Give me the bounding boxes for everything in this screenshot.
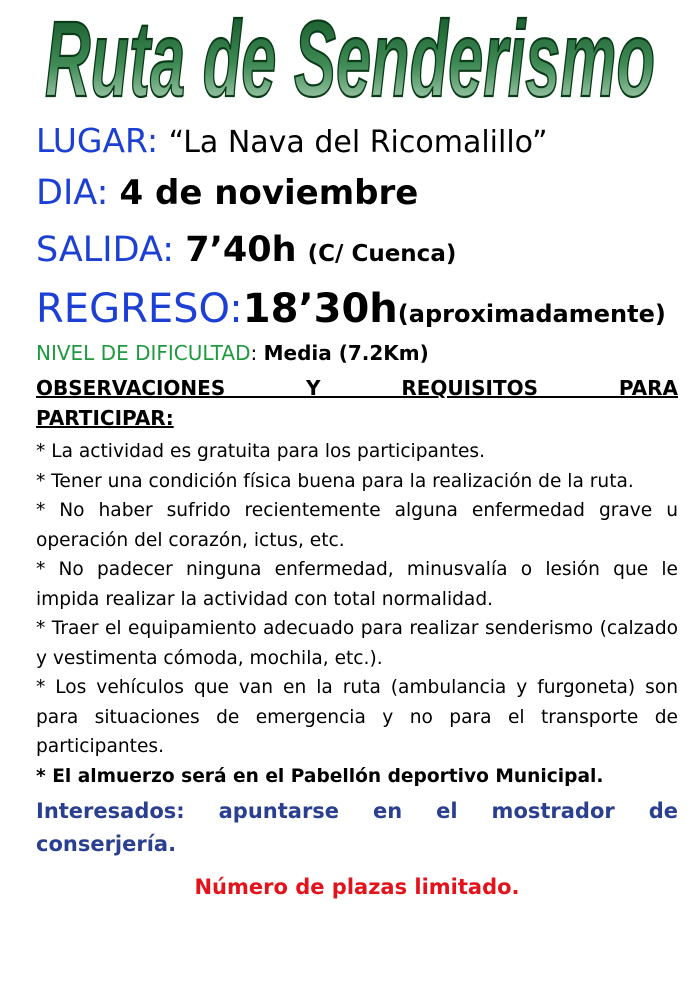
regreso-note: (aproximadamente) <box>397 300 666 328</box>
dia-label: DIA: <box>36 173 109 213</box>
list-item: * La actividad es gratuita para los participantes. <box>36 441 486 462</box>
interesados-note: Interesados: apuntarse en el mostrador de conserjería. <box>36 799 678 856</box>
regreso-label: REGRESO: <box>36 286 243 332</box>
lugar-value: “La Nava del Ricomalillo” <box>168 125 548 160</box>
salida-label: SALIDA: <box>36 230 175 270</box>
lugar-label: LUGAR: <box>36 121 159 160</box>
observaciones-heading-cont: PARTICIPAR: <box>36 406 174 430</box>
dia-row <box>36 173 678 213</box>
regreso-time: 18’30h <box>242 286 398 332</box>
nivel-colon: : <box>250 341 258 365</box>
page-title: Ruta de Senderismo <box>45 0 655 112</box>
nivel-row <box>36 343 678 363</box>
list-item: * No padecer ninguna enfermedad, minusvalía o lesión que le impida realizar la actividad con total normalidad. <box>36 559 678 610</box>
list-item: * Traer el equipamiento adecuado para realizar senderismo (calzado y vestimenta cómoda, mochila, etc.). <box>36 618 678 669</box>
requirements-list <box>36 437 678 791</box>
salida-row <box>36 230 678 270</box>
list-item: * No haber sufrido recientemente alguna enfermedad grave u operación del corazón, ictus, etc. <box>36 500 678 551</box>
flyer <box>36 0 678 899</box>
list-item: * Tener una condición física buena para la realización de la ruta. <box>36 470 634 492</box>
regreso-row <box>36 286 678 332</box>
lugar-row <box>36 121 678 160</box>
list-item: * El almuerzo será en el Pabellón deportivo Municipal. <box>36 765 604 787</box>
observaciones-heading: OBSERVACIONES Y REQUISITOS PARA <box>36 376 678 400</box>
list-item: * Los vehículos que van en la ruta (ambulancia y furgoneta) son para situaciones de emergencia y no para el transporte de participantes. <box>36 677 678 757</box>
plazas-notice: Número de plazas limitado. <box>194 875 520 899</box>
nivel-value: Media (7.2Km) <box>263 341 429 365</box>
dia-value: 4 de noviembre <box>119 173 419 213</box>
nivel-label: NIVEL DE DIFICULTAD <box>36 341 251 365</box>
salida-time: 7’40h <box>185 230 297 270</box>
title-wordart <box>30 0 670 112</box>
title-banner <box>0 0 700 112</box>
salida-note: (C/ Cuenca) <box>307 241 457 267</box>
